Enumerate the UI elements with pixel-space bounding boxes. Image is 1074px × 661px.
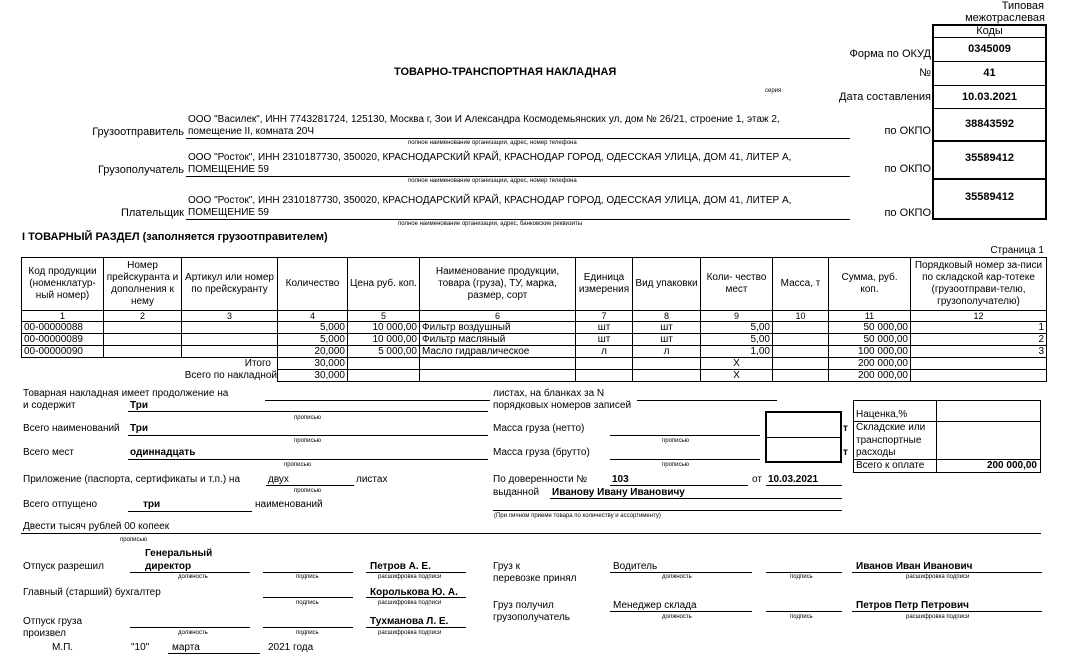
cargo-accepted-label-2: перевозке принял [493, 573, 577, 584]
column-number: 9 [701, 311, 773, 322]
okud-value: 0345009 [968, 43, 1011, 55]
cargo-accepted-label-1: Груз к [493, 561, 521, 572]
product-name: Фильтр масляный [420, 334, 576, 346]
caption-signature: подпись [790, 574, 813, 580]
total-label: Итого [244, 358, 271, 370]
column-header: Вид упаковки [633, 258, 701, 311]
product-code: 00-00000089 [22, 334, 104, 346]
divider [932, 85, 1047, 86]
number-value: 41 [983, 67, 996, 79]
date-value: 10.03.2021 [961, 91, 1018, 103]
column-header: Сумма, руб. коп. [829, 258, 911, 311]
column-number: 2 [104, 311, 182, 322]
places-label: Всего мест [23, 447, 75, 458]
proxy-label: По доверенности № [493, 474, 588, 485]
caption-decode: расшифровка подписи [906, 574, 970, 580]
caption-position: должность [178, 630, 208, 636]
caption-propisyu: прописью [120, 537, 148, 543]
number-label: № [919, 67, 931, 79]
caption-signature: подпись [296, 600, 319, 606]
shipper-okpo-label: по ОКПО [884, 125, 931, 137]
product-name: Масло гидравлическое [420, 346, 576, 358]
date-day: "10" [131, 642, 150, 653]
warehouse-label-3: расходы [856, 447, 896, 458]
released-suffix: наименований [255, 499, 323, 510]
quantity: 20,000 [278, 346, 348, 358]
quantity: 5,000 [278, 334, 348, 346]
sum: 100 000,00 [829, 346, 911, 358]
release-position-2: директор [145, 561, 192, 572]
column-header: Код продукции (номенклатур-ный номер) [22, 258, 104, 311]
column-header: Цена руб. коп. [348, 258, 420, 311]
places: 5,00 [701, 334, 773, 346]
places: 1,00 [701, 346, 773, 358]
cargo-received-label-2: грузополучатель [493, 612, 571, 623]
payer-okpo-label: по ОКПО [884, 207, 931, 219]
proxy-date: 10.03.2021 [768, 474, 819, 485]
caption-signature: подпись [790, 614, 813, 620]
divider [852, 611, 1042, 612]
column-number: 10 [773, 311, 829, 322]
released-label: Всего отпущено [23, 499, 98, 510]
driver-name: Иванов Иван Иванович [856, 561, 973, 572]
divider [266, 485, 354, 486]
divider [765, 437, 842, 438]
released-by-name: Тухманова Л. Е. [370, 616, 449, 627]
divider [936, 400, 937, 473]
column-header: Артикул или номер по прейскуранту [182, 258, 278, 311]
caption-propisyu: прописью [294, 438, 322, 444]
amount-in-words: Двести тысяч рублей 00 копеек [23, 521, 170, 532]
appendix-sheets: листах [356, 474, 388, 485]
sum: 50 000,00 [829, 322, 911, 334]
divider [168, 653, 260, 654]
release-allowed-label: Отпуск разрешил [23, 561, 104, 572]
consignee-label: Грузополучатель [97, 164, 184, 176]
divider [128, 435, 488, 436]
divider [366, 597, 466, 598]
continuation-value: Три [130, 400, 148, 411]
acceptance-note: (При личном приеме товара по количеству и ассортименту) [494, 513, 661, 519]
issued-label: выданной [493, 487, 540, 498]
divider [932, 108, 1047, 109]
table-row [22, 322, 1047, 334]
receiver-name: Петров Петр Петрович [856, 600, 969, 611]
shipper-caption: полное наименование организации, адрес, номер телефона [408, 140, 577, 146]
divider [550, 498, 842, 499]
proxy-from: от [752, 474, 762, 485]
form-type-line1: Типовая [1001, 0, 1044, 12]
document-title: ТОВАРНО-ТРАНСПОРТНАЯ НАКЛАДНАЯ [394, 66, 617, 78]
grand-total-quantity: 30,000 [278, 370, 348, 382]
divider [766, 572, 842, 573]
caption-propisyu: прописью [294, 488, 322, 494]
product-name: Фильтр воздушный [420, 322, 576, 334]
consignee-caption: полное наименование организации, адрес, номер телефона [408, 178, 577, 184]
divider [932, 178, 1047, 180]
date-year: 2021 года [268, 642, 314, 653]
date-label: Дата составления [839, 91, 931, 103]
divider [852, 572, 1042, 573]
column-header: Наименование продукции, товара (груза), ТУ, марка, размер, сорт [420, 258, 576, 311]
divider [130, 572, 250, 573]
markup-label: Наценка,% [856, 409, 908, 420]
caption-propisyu: прописью [294, 415, 322, 421]
payer-line1: ООО "Росток", ИНН 2310187730, 350020, КРАСНОДАРСКИЙ КРАЙ, КРАСНОДАР ГОРОД, ОДЕССКАЯ УЛИЦА, ДОМ 41, ЛИТЕР А, [188, 195, 792, 206]
ton-unit: т [843, 447, 848, 458]
places-value: одиннадцать [130, 447, 196, 458]
page-number: Страница 1 [990, 245, 1044, 256]
total-pay-label: Всего к оплате [856, 460, 925, 471]
accountant-name: Королькова Ю. А. [370, 587, 458, 598]
divider [766, 485, 842, 486]
caption-position: должность [662, 614, 692, 620]
total-quantity: 30,000 [278, 358, 348, 370]
caption-propisyu: прописью [284, 462, 312, 468]
section-title: I ТОВАРНЫЙ РАЗДЕЛ (заполняется грузоотправителем) [22, 231, 328, 243]
form-type-line2: межотраслевая [965, 12, 1045, 24]
divider [263, 572, 353, 573]
divider [130, 627, 250, 628]
issued-value: Иванову Ивану Ивановичу [552, 487, 685, 498]
record-number: 3 [911, 346, 1047, 358]
driver-position: Водитель [613, 561, 658, 572]
record-number: 1 [911, 322, 1047, 334]
grand-total-places: X [701, 370, 773, 382]
places: 5,00 [701, 322, 773, 334]
column-number: 8 [633, 311, 701, 322]
payer-label: Плательщик [120, 207, 184, 219]
column-number: 6 [420, 311, 576, 322]
mass-gross-label: Масса груза (брутто) [493, 447, 590, 458]
divider [610, 611, 752, 612]
column-header: Порядковый номер за-писи по складской кар-тотеке (грузоотправи-телю, грузополучателю) [911, 258, 1047, 311]
continuation-label: Товарная накладная имеет продолжение на [23, 388, 229, 399]
warehouse-label-2: транспортные [856, 435, 922, 446]
total-places: X [701, 358, 773, 370]
price: 5 000,00 [348, 346, 420, 358]
grand-total-row [22, 370, 1047, 382]
quantity: 5,000 [278, 322, 348, 334]
divider [610, 572, 752, 573]
divider [366, 572, 466, 573]
divider [932, 37, 1047, 38]
release-name: Петров А. Е. [370, 561, 431, 572]
divider [128, 511, 252, 512]
package: шт [633, 322, 701, 334]
divider [263, 597, 353, 598]
unit: шт [576, 334, 633, 346]
okud-label: Форма по ОКУД [849, 48, 931, 60]
column-number: 12 [911, 311, 1047, 322]
shipper-okpo-value: 38843592 [965, 118, 1014, 130]
record-number: 2 [911, 334, 1047, 346]
warehouse-label-1: Складские или [856, 422, 926, 433]
shipper-line1: ООО "Василек", ИНН 7743281724, 125130, Москва г, Зои И Александра Космодемьянских ул, дом № 26/21, строение 1, этаж 2, [188, 114, 780, 125]
package: л [633, 346, 701, 358]
consignee-okpo-label: по ОКПО [884, 163, 931, 175]
consignee-line1: ООО "Росток", ИНН 2310187730, 350020, КРАСНОДАРСКИЙ КРАЙ, КРАСНОДАР ГОРОД, ОДЕССКАЯ УЛИЦА, ДОМ 41, ЛИТЕР А, [188, 152, 792, 163]
caption-position: должность [662, 574, 692, 580]
column-number: 3 [182, 311, 278, 322]
grand-total-sum: 200 000,00 [829, 370, 911, 382]
records-label: порядковых номеров записей [493, 400, 632, 411]
column-header: Единица измерения [576, 258, 633, 311]
caption-decode: расшифровка подписи [378, 630, 442, 636]
shipper-line2: помещение II, комната 20Ч [188, 126, 315, 137]
caption-decode: расшифровка подписи [378, 600, 442, 606]
divider [128, 411, 488, 412]
column-header: Коли- чество мест [701, 258, 773, 311]
sheets-label: листах, на бланках за N [493, 388, 605, 399]
package: шт [633, 334, 701, 346]
stamp-label: М.П. [52, 642, 74, 653]
series-caption: серия [765, 88, 782, 94]
caption-decode: расшифровка подписи [906, 614, 970, 620]
product-code: 00-00000090 [22, 346, 104, 358]
divider [186, 138, 850, 139]
released-value: три [143, 499, 161, 510]
caption-signature: подпись [296, 630, 319, 636]
cargo-received-label-1: Груз получил [493, 600, 554, 611]
total-pay-value: 200 000,00 [986, 460, 1037, 471]
divider [610, 459, 760, 460]
total-row [22, 358, 1047, 370]
divider [128, 459, 488, 460]
payer-okpo-value: 35589412 [965, 191, 1014, 203]
contains-label: и содержит [23, 400, 76, 411]
unit: л [576, 346, 633, 358]
column-number: 7 [576, 311, 633, 322]
table-row [22, 334, 1047, 346]
goods-table [21, 257, 1047, 382]
divider [186, 219, 850, 220]
codes-header: Коды [976, 25, 1003, 37]
divider [932, 61, 1047, 62]
consignee-line2: ПОМЕЩЕНИЕ 59 [188, 164, 269, 175]
payer-line2: ПОМЕЩЕНИЕ 59 [188, 207, 269, 218]
divider [265, 400, 490, 401]
released-by-label-1: Отпуск груза [23, 616, 83, 627]
names-value: Три [130, 423, 148, 434]
table-header-row [22, 258, 1047, 311]
proxy-number: 103 [612, 474, 629, 485]
unit: шт [576, 322, 633, 334]
divider [610, 435, 760, 436]
column-header: Номер прейскуранта и дополнения к нему [104, 258, 182, 311]
ton-unit: т [843, 423, 848, 434]
column-number: 5 [348, 311, 420, 322]
shipper-label: Грузоотправитель [92, 126, 184, 138]
payer-caption: полное наименование организации, адрес, банковские реквизиты [398, 221, 583, 227]
divider [610, 485, 748, 486]
column-number: 4 [278, 311, 348, 322]
product-code: 00-00000088 [22, 322, 104, 334]
release-position-1: Генеральный [145, 548, 213, 559]
caption-propisyu: прописью [662, 462, 690, 468]
divider [21, 533, 1041, 534]
appendix-label: Приложение (паспорта, сертификаты и т.п.) на [23, 474, 241, 485]
date-month: марта [172, 642, 200, 653]
released-by-label-2: произвел [23, 628, 66, 639]
price: 10 000,00 [348, 334, 420, 346]
caption-signature: подпись [296, 574, 319, 580]
total-sum: 200 000,00 [829, 358, 911, 370]
divider [263, 627, 353, 628]
column-header: Количество [278, 258, 348, 311]
divider [366, 627, 466, 628]
accountant-label: Главный (старший) бухгалтер [23, 587, 161, 598]
names-label: Всего наименований [23, 423, 120, 434]
table-row [22, 346, 1047, 358]
mass-net-label: Масса груза (нетто) [493, 423, 585, 434]
column-number: 1 [22, 311, 104, 322]
consignee-okpo-value: 35589412 [965, 152, 1014, 164]
caption-propisyu: прописью [662, 438, 690, 444]
receiver-position: Менеджер склада [613, 600, 697, 611]
divider [766, 611, 842, 612]
divider [932, 140, 1047, 142]
column-numbers-row [22, 311, 1047, 322]
grand-total-label: Всего по накладной [184, 370, 277, 381]
appendix-value: двух [268, 474, 289, 485]
divider [493, 510, 842, 511]
column-header: Масса, т [773, 258, 829, 311]
caption-position: должность [178, 574, 208, 580]
divider [186, 176, 850, 177]
caption-decode: расшифровка подписи [378, 574, 442, 580]
column-number: 11 [829, 311, 911, 322]
price: 10 000,00 [348, 322, 420, 334]
sum: 50 000,00 [829, 334, 911, 346]
divider [637, 400, 777, 401]
